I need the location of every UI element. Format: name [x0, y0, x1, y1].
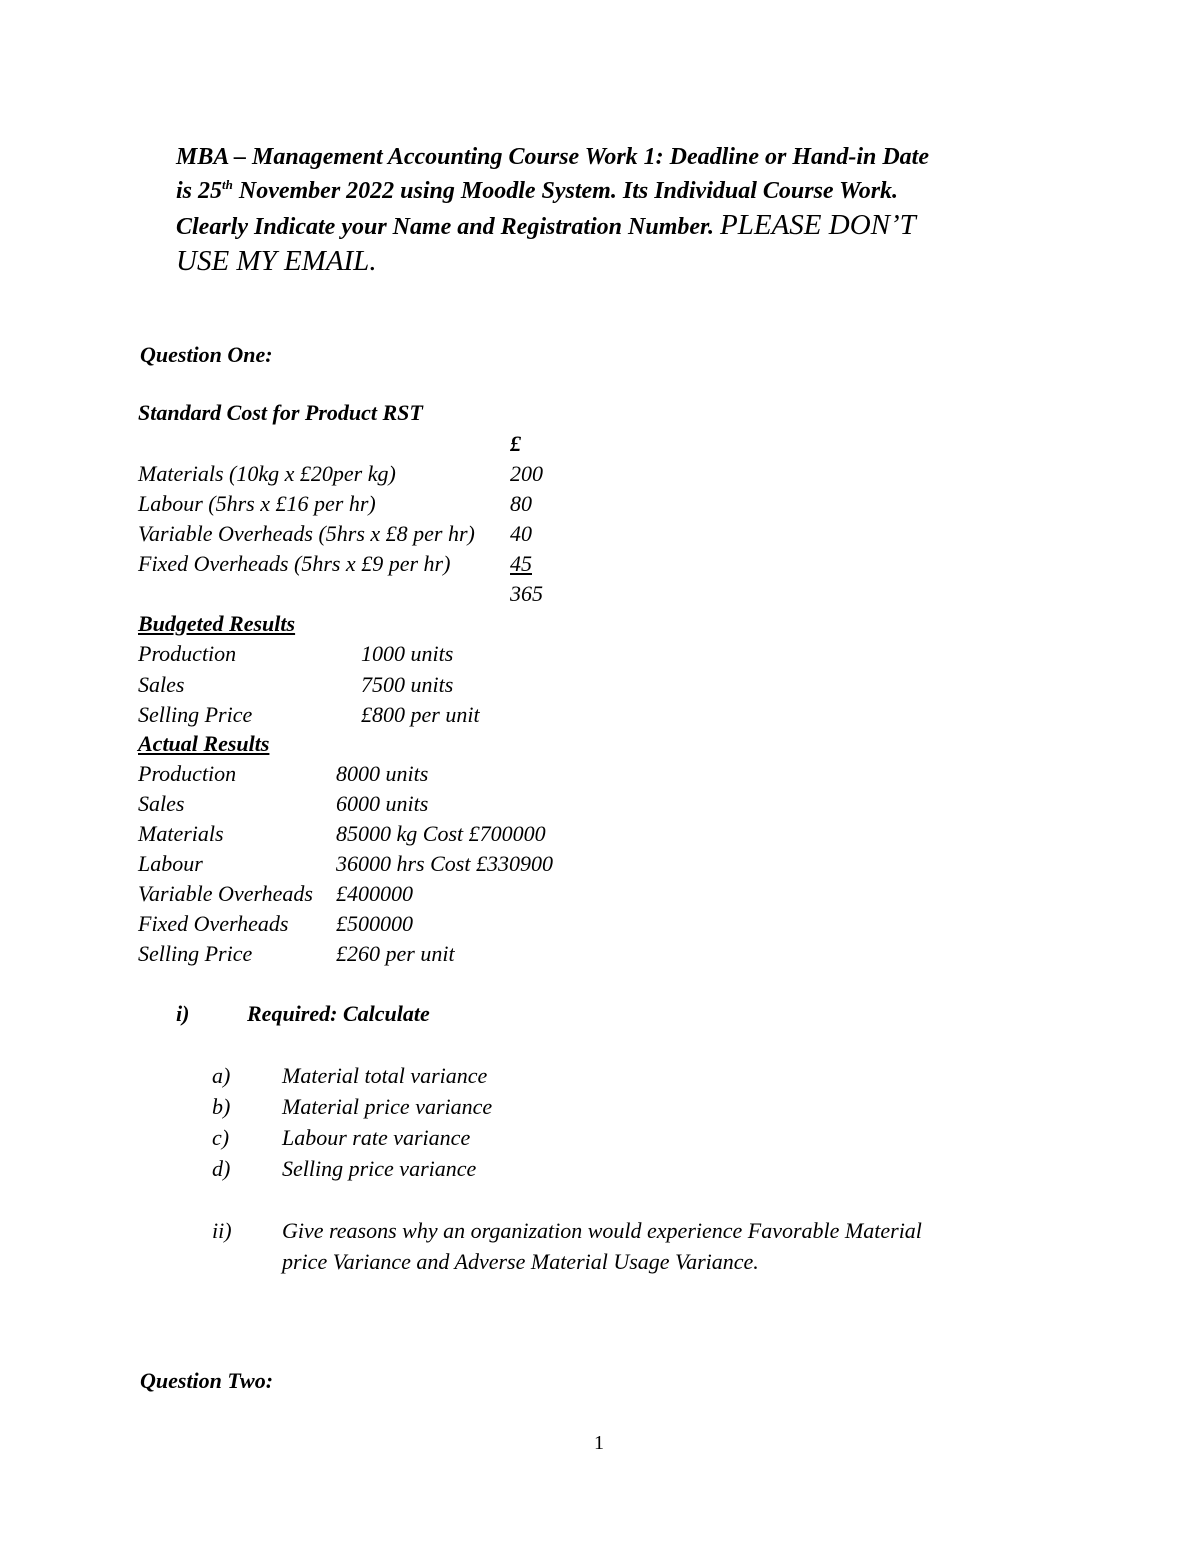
- sub-item-letter: c): [212, 1125, 230, 1150]
- document-heading: [176, 140, 929, 278]
- budgeted-row-value: 7500 units: [361, 672, 454, 697]
- standard-row-label: Variable Overheads (5hrs x £8 per hr): [138, 521, 475, 546]
- heading-warning: PLEASE DON’T: [720, 209, 916, 241]
- actual-row-label: Selling Price: [138, 941, 253, 966]
- actual-row-label: Materials: [138, 821, 224, 846]
- actual-row-value: £260 per unit: [336, 941, 455, 966]
- actual-row-label: Labour: [138, 851, 203, 876]
- heading-line-4: USE MY EMAIL.: [176, 245, 377, 277]
- actual-row-value: £500000: [336, 911, 413, 936]
- budgeted-row-label: Production: [138, 641, 237, 666]
- sub-item-letter: d): [212, 1156, 231, 1181]
- budgeted-row-value: £800 per unit: [361, 702, 480, 727]
- standard-row-value: 45: [510, 551, 532, 576]
- standard-cost-title: Standard Cost for Product RST: [138, 400, 423, 425]
- sub-item-text: Material total variance: [282, 1063, 488, 1088]
- budgeted-row-value: 1000 units: [361, 641, 454, 666]
- part-ii-number: ii): [212, 1218, 232, 1243]
- actual-row-value: 8000 units: [336, 761, 429, 786]
- standard-row-label: Fixed Overheads (5hrs x £9 per hr): [138, 551, 451, 576]
- sub-item-letter: a): [212, 1063, 231, 1088]
- required-label: Required: Calculate: [247, 1001, 430, 1026]
- heading-line-2-pre: is 25: [176, 178, 223, 204]
- actual-row-label: Fixed Overheads: [138, 911, 289, 936]
- sub-item-text: Selling price variance: [282, 1156, 477, 1181]
- standard-total: 365: [510, 581, 543, 606]
- actual-row-value: 36000 hrs Cost £330900: [336, 851, 553, 876]
- actual-row-label: Variable Overheads: [138, 881, 313, 906]
- heading-line-3: [176, 208, 929, 244]
- actual-results-title: Actual Results: [138, 731, 270, 756]
- heading-line-1: MBA – Management Accounting Course Work 1: Deadline or Hand-in Date: [176, 144, 929, 170]
- budgeted-row-label: Sales: [138, 672, 185, 697]
- required-number: i): [176, 1001, 190, 1026]
- question-two-title: Question Two:: [140, 1368, 274, 1393]
- heading-line-3-text: Clearly Indicate your Name and Registration Number.: [176, 214, 721, 240]
- currency-header: £: [510, 431, 521, 456]
- heading-ordinal-suffix: th: [222, 177, 233, 192]
- standard-row-value: 40: [510, 521, 532, 546]
- actual-row-label: Production: [138, 761, 237, 786]
- sub-item-text: Material price variance: [282, 1094, 493, 1119]
- actual-row-value: 85000 kg Cost £700000: [336, 821, 546, 846]
- heading-line-2: [176, 174, 929, 208]
- standard-row-label: Materials (10kg x £20per kg): [138, 461, 396, 486]
- budgeted-row-label: Selling Price: [138, 702, 253, 727]
- actual-row-value: £400000: [336, 881, 413, 906]
- standard-row-value: 80: [510, 491, 532, 516]
- question-one-title: Question One:: [140, 342, 273, 367]
- sub-item-text: Labour rate variance: [282, 1125, 471, 1150]
- page-number: 1: [594, 1432, 604, 1454]
- actual-row-value: 6000 units: [336, 791, 429, 816]
- actual-row-label: Sales: [138, 791, 185, 816]
- part-ii-line-1: Give reasons why an organization would experience Favorable Material: [282, 1218, 922, 1243]
- standard-row-label: Labour (5hrs x £16 per hr): [138, 491, 376, 516]
- standard-row-value: 200: [510, 461, 543, 486]
- part-ii-line-2: price Variance and Adverse Material Usage Variance.: [282, 1249, 759, 1274]
- budgeted-results-title: Budgeted Results: [138, 611, 296, 636]
- sub-item-letter: b): [212, 1094, 231, 1119]
- heading-line-2-post: November 2022 using Moodle System. Its Individual Course Work.: [232, 178, 899, 204]
